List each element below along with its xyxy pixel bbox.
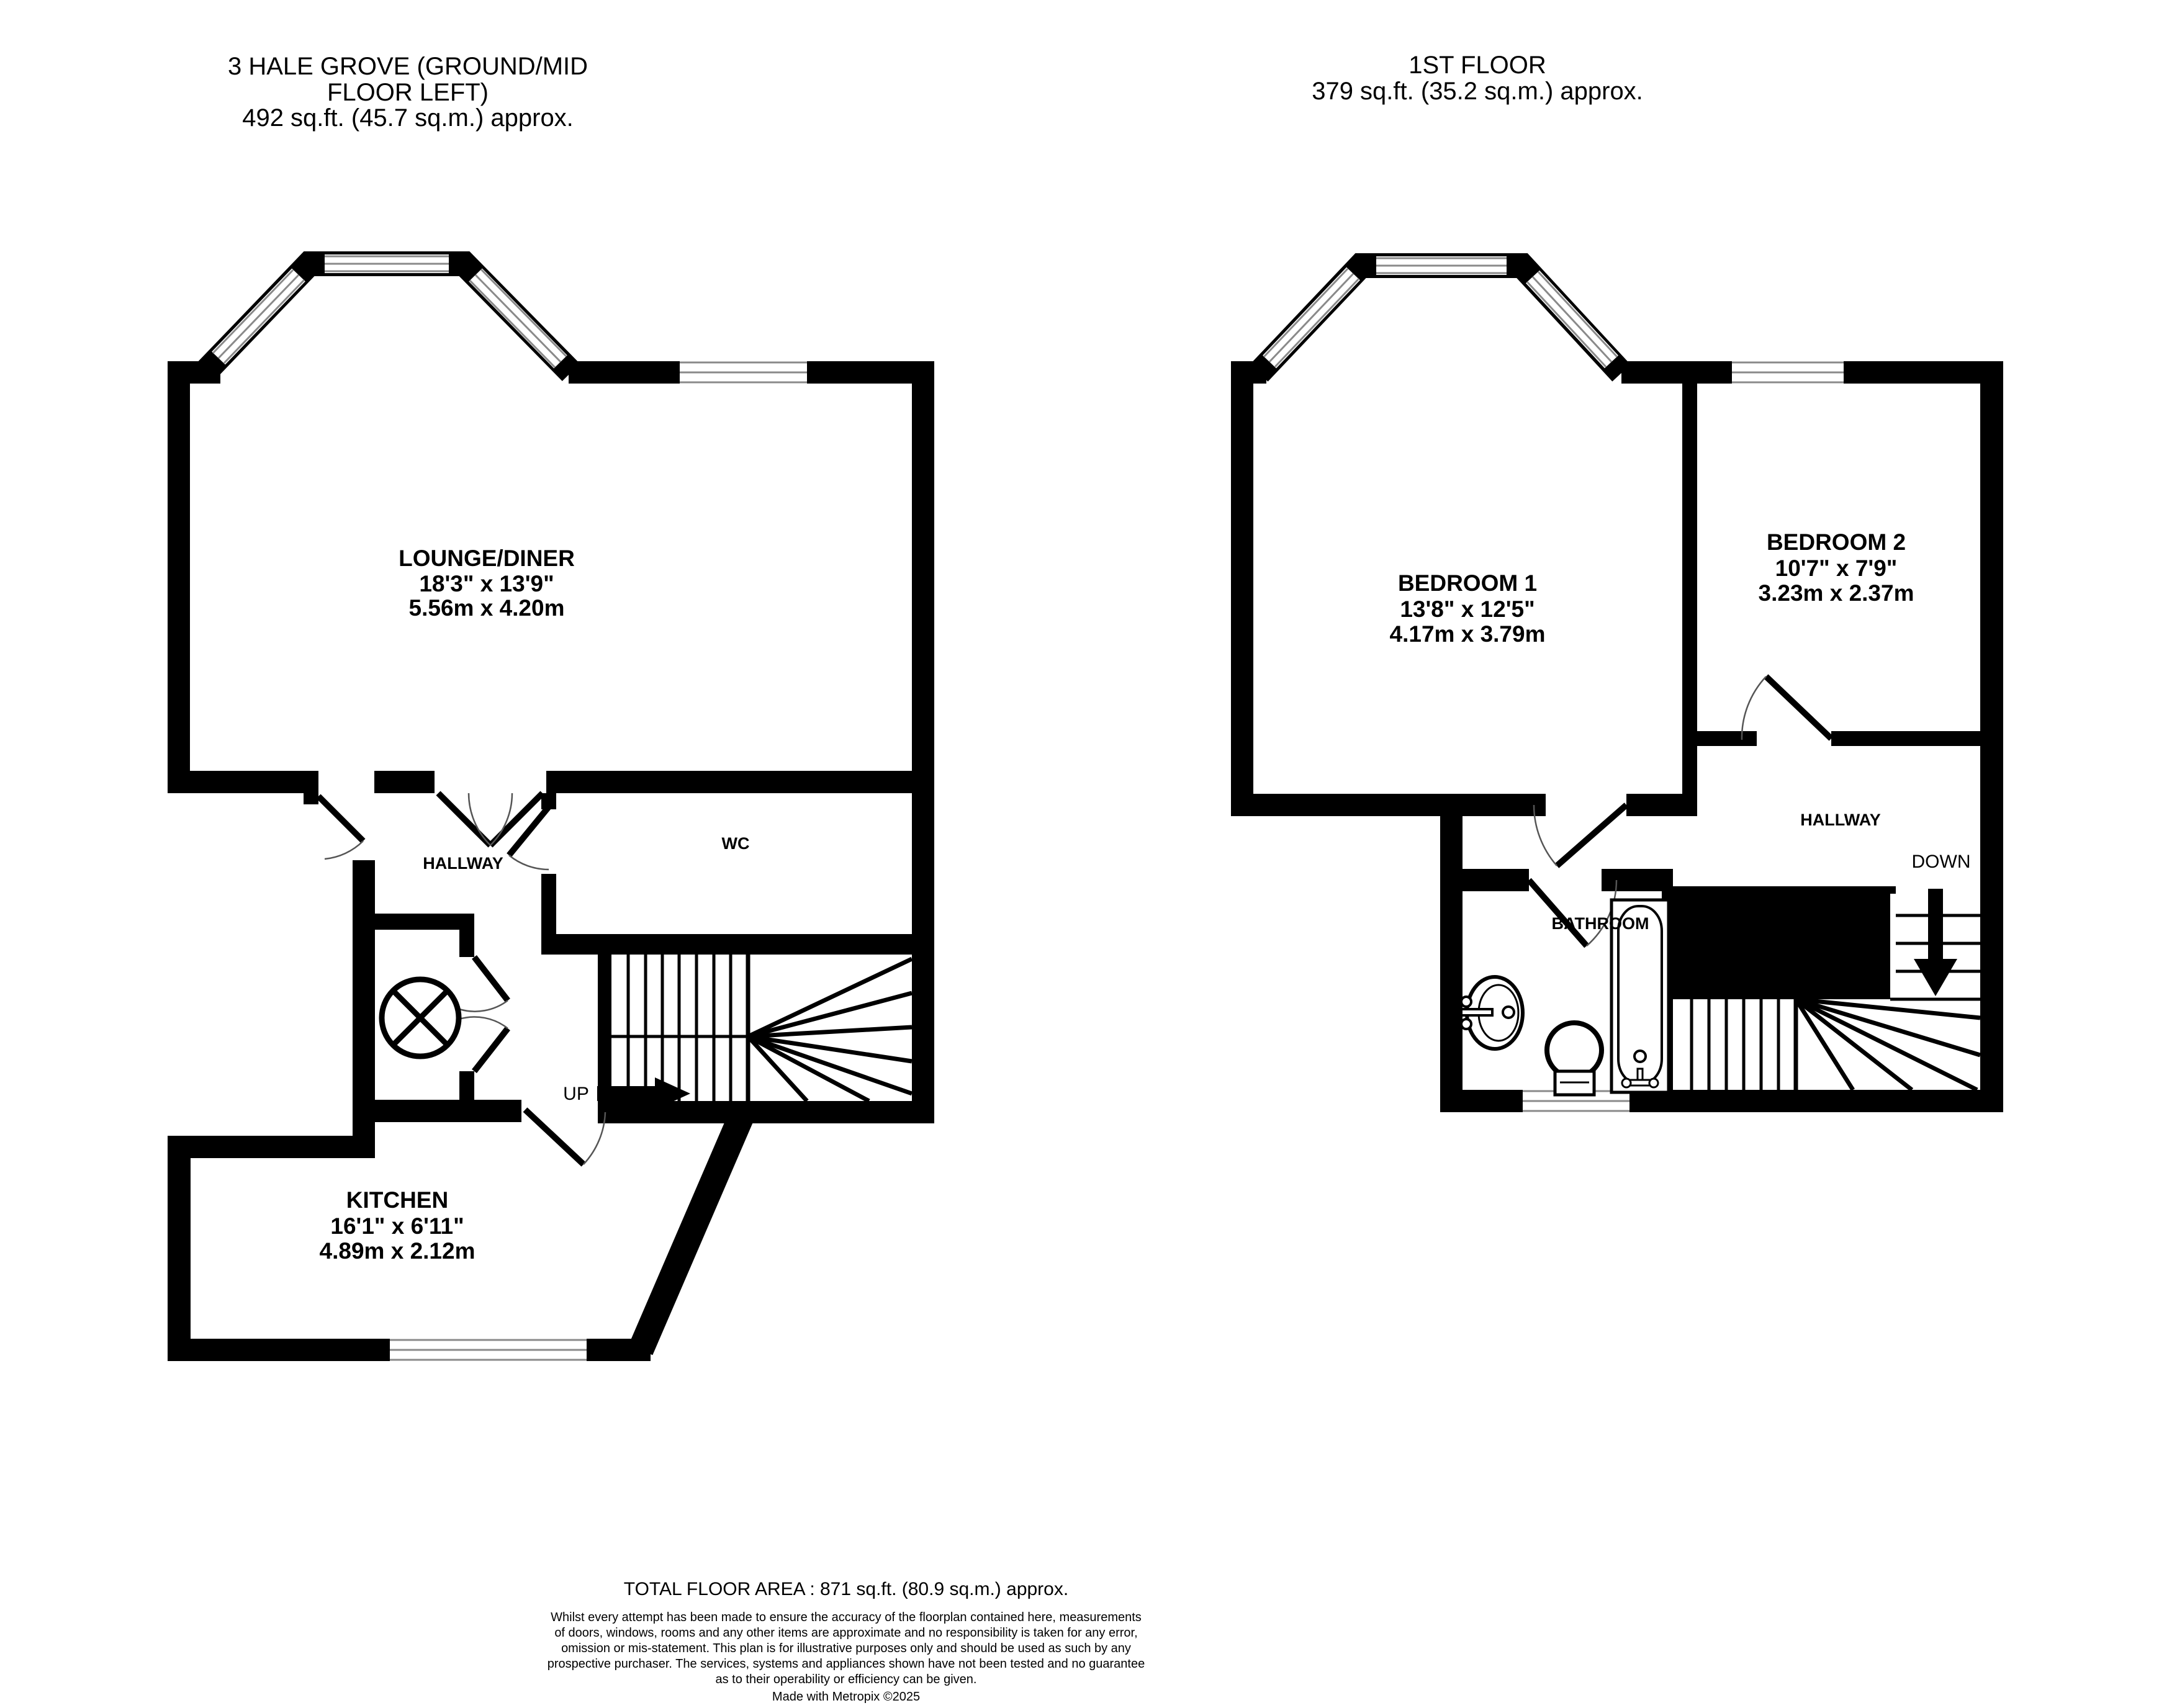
bedroom1-door: [1534, 805, 1626, 866]
disclaimer-line4: prospective purchaser. The services, systems and appliances shown have not been tested and no guarantee: [547, 1657, 1145, 1671]
circle-cross-symbol-icon: [382, 979, 459, 1056]
sink-icon: [1461, 977, 1523, 1049]
ground-bay-window: [205, 256, 571, 372]
first-bay-window: [1259, 258, 1621, 373]
down-label: DOWN: [1911, 852, 1971, 872]
ground-hallway-label: HALLWAY: [423, 854, 503, 873]
first-floor-title: [1312, 52, 1643, 105]
ground-room-labels: [320, 546, 750, 1264]
bedroom2-dimensions-imperial: 10'7" x 7'9": [1775, 555, 1898, 581]
bathroom-label: BATHROOM: [1551, 914, 1649, 933]
kitchen-dimensions-metric: 4.89m x 2.12m: [319, 1238, 476, 1264]
disclaimer-line1: Whilst every attempt has been made to ensure the accuracy of the floorplan contained here, measurements: [551, 1611, 1142, 1624]
wc-door: [509, 807, 549, 870]
kitchen-label: KITCHEN: [346, 1187, 449, 1213]
bedroom1-dimensions-metric: 4.17m x 3.79m: [1389, 621, 1546, 647]
lounge-window: [680, 361, 807, 384]
ground-title-line3: 492 sq.ft. (45.7 sq.m.) approx.: [242, 104, 574, 132]
bedroom2-dimensions-metric: 3.23m x 2.37m: [1758, 580, 1914, 606]
bedroom1-label: BEDROOM 1: [1397, 570, 1538, 596]
lounge-label: LOUNGE/DINER: [399, 546, 575, 571]
wc-label: WC: [721, 834, 750, 853]
kitchen-door: [525, 1110, 605, 1164]
lounge-dimensions-metric: 5.56m x 4.20m: [408, 595, 565, 621]
first-title-line2: 379 sq.ft. (35.2 sq.m.) approx.: [1312, 78, 1643, 105]
first-title-line1: 1ST FLOOR: [1409, 52, 1546, 79]
bedroom2-door: [1742, 676, 1831, 740]
lounge-dimensions-imperial: 18'3" x 13'9": [419, 571, 554, 596]
toilet-icon: [1547, 1023, 1602, 1095]
disclaimer-line2: of doors, windows, rooms and any other items are approximate and no responsibility is taken for any error,: [554, 1626, 1138, 1640]
ground-title-line2: FLOOR LEFT): [327, 79, 489, 106]
first-floor-plan: [1231, 52, 2003, 1112]
bedroom2-window: [1732, 361, 1844, 384]
disclaimer-line3: omission or mis-statement. This plan is for illustrative purposes only and should be used as such by any: [561, 1642, 1131, 1655]
ground-stairs: [597, 955, 912, 1110]
kitchen-window: [390, 1339, 587, 1361]
total-floor-area: TOTAL FLOOR AREA : 871 sq.ft. (80.9 sq.m.) approx.: [623, 1579, 1069, 1599]
up-label: UP: [563, 1084, 589, 1104]
first-hallway-label: HALLWAY: [1800, 811, 1881, 829]
ground-walls: [168, 361, 934, 1361]
stair-void: [1673, 886, 1890, 999]
bedroom2-label: BEDROOM 2: [1766, 529, 1906, 555]
cupboard-bifold-door: [459, 957, 508, 1071]
ground-floor-title: [228, 53, 588, 132]
metropix-credit: Made with Metropix ©2025: [772, 1690, 921, 1704]
bedroom1-dimensions-imperial: 13'8" x 12'5": [1400, 596, 1535, 622]
disclaimer-line5: as to their operability or efficiency can be given.: [715, 1673, 977, 1686]
entrance-door: [318, 796, 363, 859]
ground-floor-plan: [168, 53, 934, 1361]
ground-title-line1: 3 HALE GROVE (GROUND/MID: [227, 53, 588, 80]
kitchen-dimensions-imperial: 16'1" x 6'11": [330, 1213, 464, 1239]
footer: [548, 1579, 1145, 1704]
